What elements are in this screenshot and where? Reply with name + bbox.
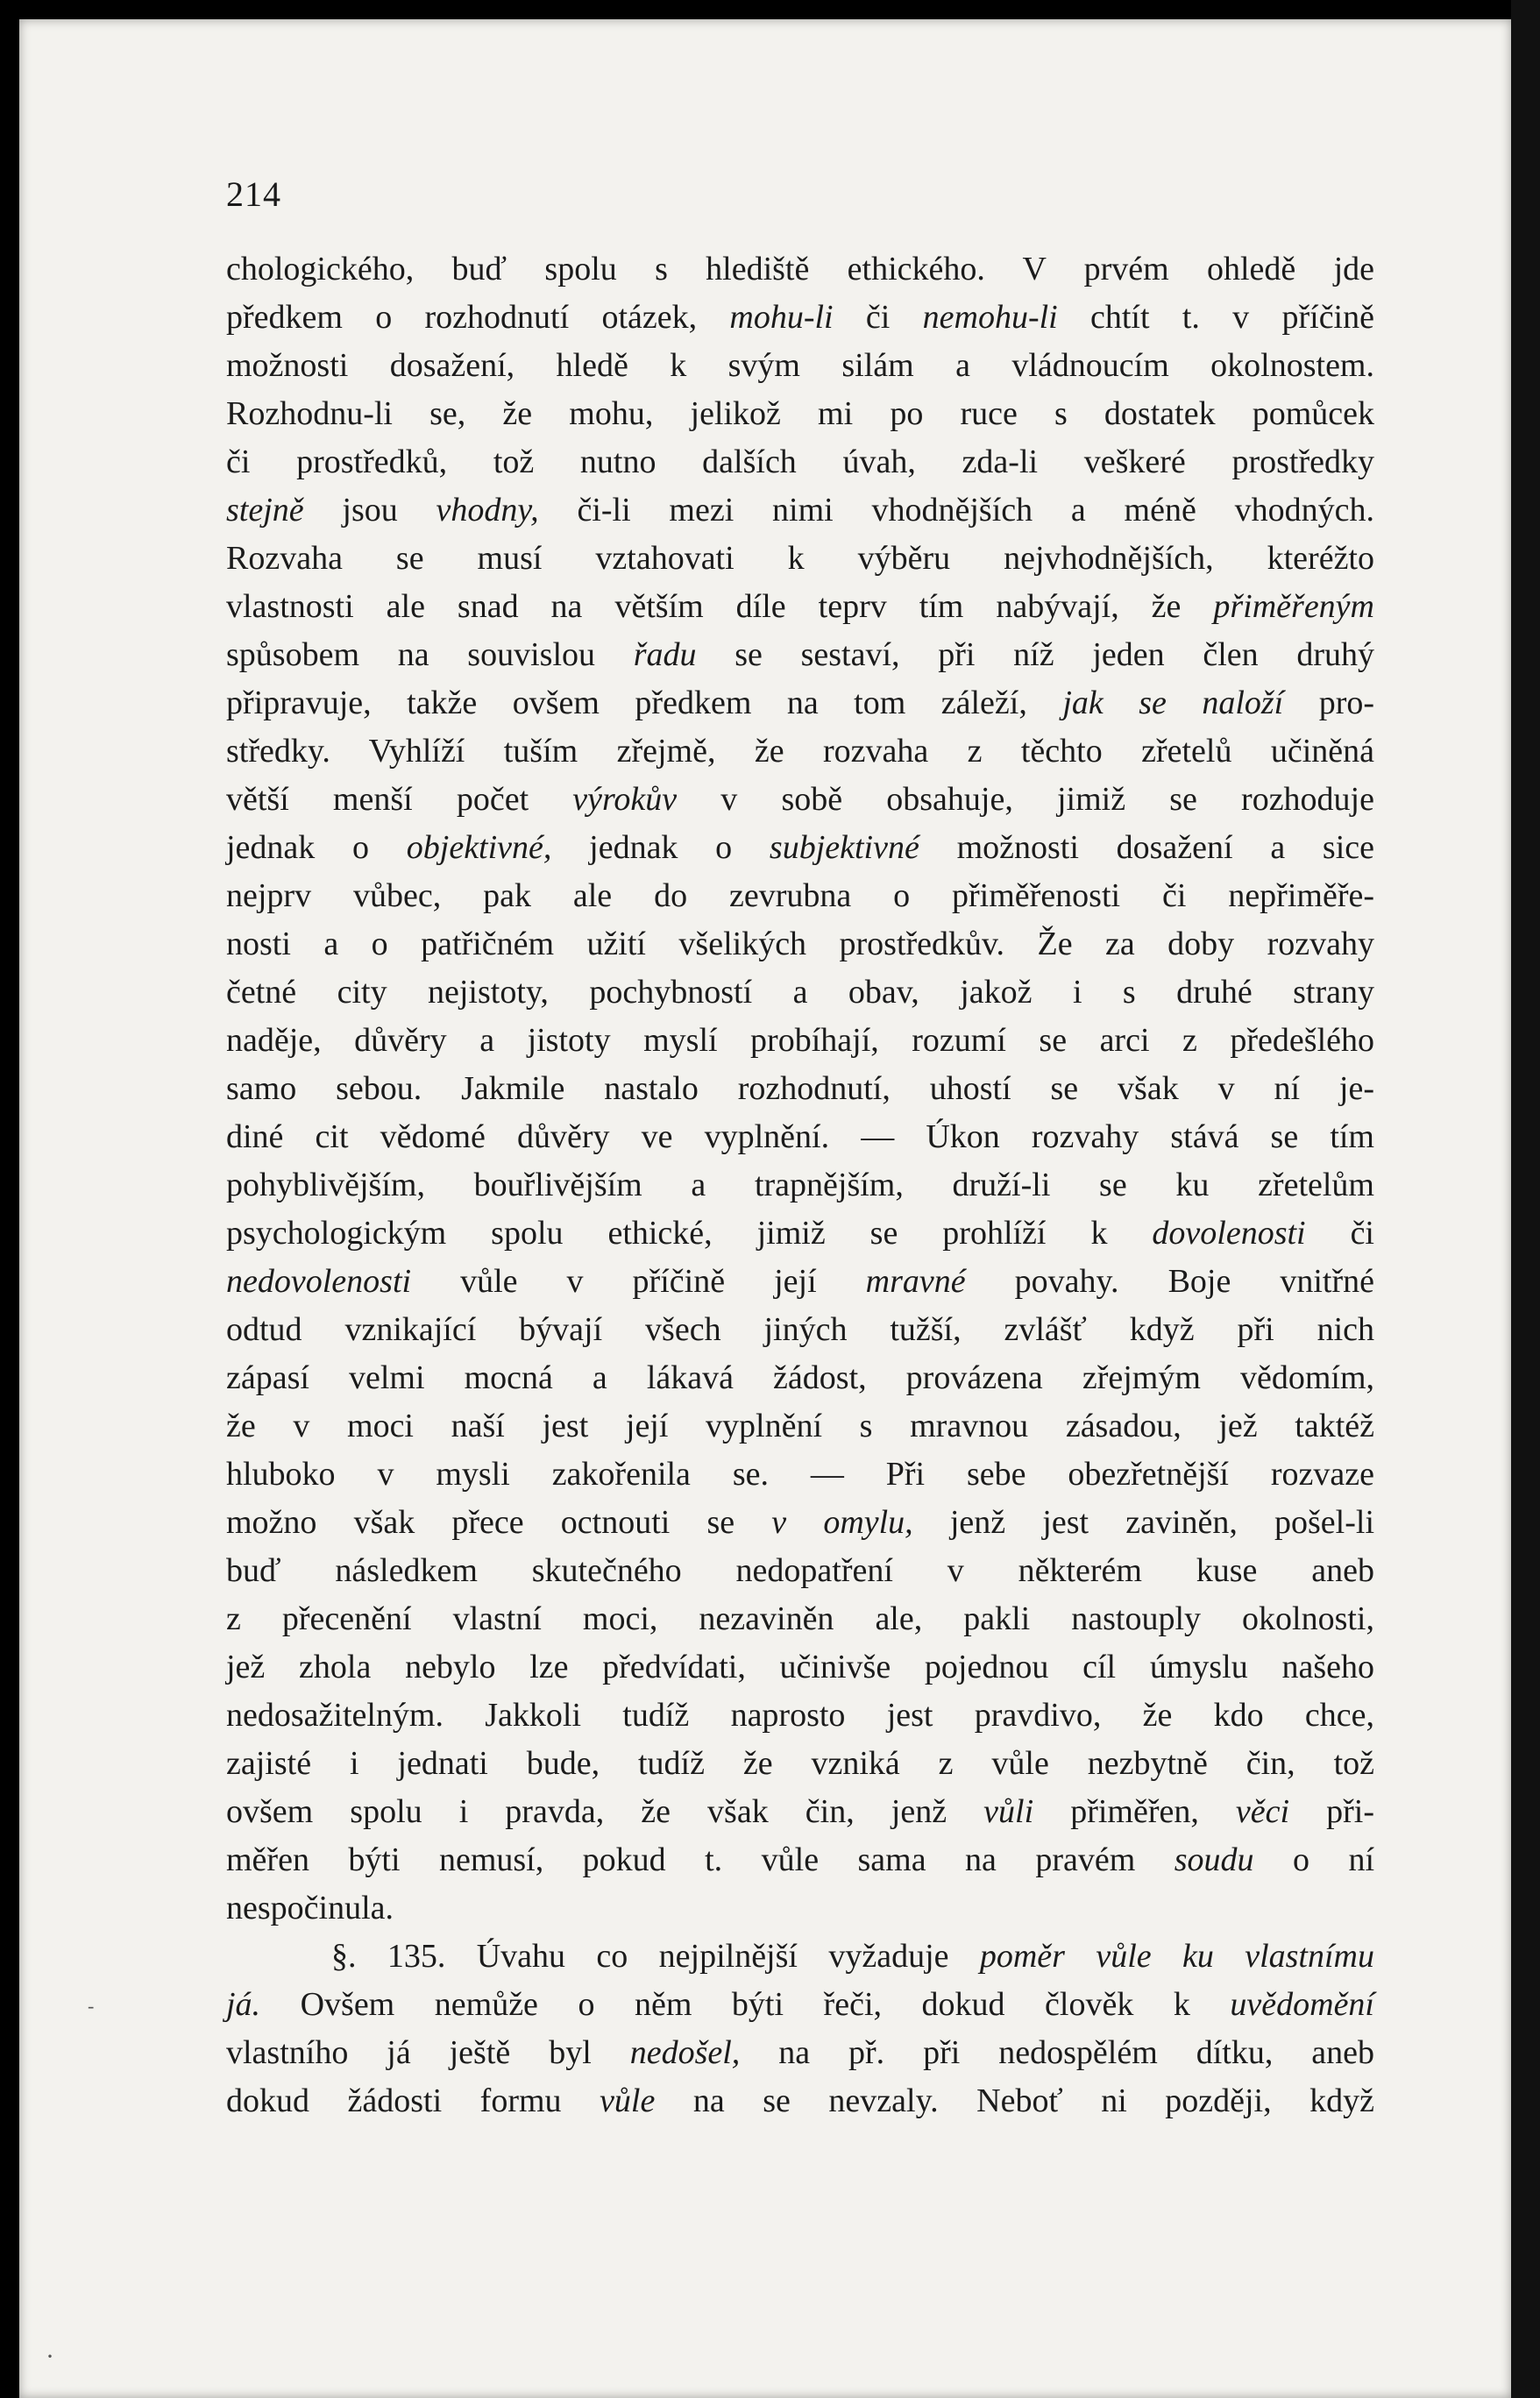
text-line-8: [226, 583, 1374, 631]
italic-term: přiměřeným: [1213, 588, 1374, 625]
text-run: §. 135. Úvahu co nejpilnější vyžaduje: [331, 1938, 980, 1975]
text-run: na př. při nedospělém dítku, aneb: [740, 2034, 1374, 2071]
text-run: či: [1305, 1215, 1374, 1252]
text-line-27: [226, 1499, 1374, 1547]
italic-term: v omylu,: [771, 1504, 913, 1541]
italic-term: objektivné,: [406, 829, 552, 866]
text-run: možnosti dosažení, hledě k svým silám a vládnoucím okolnostem.: [226, 347, 1374, 384]
italic-term: uvědomění: [1230, 1986, 1374, 2023]
text-run: chtít t. v příčině: [1057, 299, 1374, 336]
text-run: větší menší počet: [226, 781, 573, 818]
text-line-24: [226, 1354, 1374, 1402]
italic-term: mravné: [865, 1263, 966, 1300]
text-run: měřen býti nemusí, pokud t. vůle sama na pravém: [226, 1841, 1175, 1878]
text-run: pro-: [1283, 685, 1375, 721]
text-run: četné city nejistoty, pochybností a obav, jakož i s druhé strany: [226, 974, 1374, 1011]
text-line-22: [226, 1258, 1374, 1306]
text-run: že v moci naší jest její vyplnění s mravnou zásadou, jež taktéž: [226, 1408, 1374, 1444]
text-run: v sobě obsahuje, jimiž se rozhoduje: [677, 781, 1374, 818]
scan-speck: -: [88, 1995, 95, 2017]
text-line-34: [226, 1836, 1374, 1884]
scan-speck: ·: [46, 2342, 54, 2371]
text-line-25: [226, 1402, 1374, 1451]
italic-term: řadu: [633, 636, 697, 673]
text-run: odtud vznikající bývají všech jiných tužší, zvlášť když při nich: [226, 1311, 1374, 1348]
text-run: Ovšem nemůže o něm býti řeči, dokud člověk k: [260, 1986, 1231, 2023]
italic-term: vhodny,: [436, 492, 539, 529]
text-run: zápasí velmi mocná a lákavá žádost, provázena zřejmým vědomím,: [226, 1359, 1374, 1396]
text-run: buď následkem skutečného nedopatření v některém kuse aneb: [226, 1552, 1374, 1589]
text-line-9: [226, 631, 1374, 679]
text-line-5: [226, 438, 1374, 486]
text-line-38: [226, 2029, 1374, 2077]
text-line-15: [226, 920, 1374, 968]
page-number: 214: [226, 174, 281, 214]
text-line-20: [226, 1161, 1374, 1210]
text-run: Rozvaha se musí vztahovati k výběru nejvhodnějších, kteréžto: [226, 540, 1374, 577]
text-run: samo sebou. Jakmile nastalo rozhodnutí, uhostí se však v ní je-: [226, 1070, 1374, 1107]
text-run: předkem o rozhodnutí otázek,: [226, 299, 730, 336]
text-run: na se nevzaly. Neboť ni později, když: [655, 2082, 1374, 2119]
text-run: jednak o: [226, 829, 407, 866]
text-line-4: [226, 390, 1374, 438]
text-line-29: [226, 1595, 1374, 1643]
italic-term: vůli: [983, 1793, 1034, 1830]
text-run: či prostředků, tož nutno dalších úvah, zda-li veškeré prostředky: [226, 443, 1374, 480]
text-run: nejprv vůbec, pak ale do zevrubna o přiměřenosti či nepřiměře-: [226, 877, 1374, 914]
text-line-16: [226, 968, 1374, 1017]
text-line-39: [226, 2077, 1374, 2125]
text-run: o ní: [1253, 1841, 1375, 1878]
italic-term: soudu: [1174, 1841, 1254, 1878]
italic-term: nemohu-li: [922, 299, 1058, 336]
text-line-3: [226, 342, 1374, 390]
scan-border-right: [1511, 0, 1540, 2398]
text-line-2: [226, 294, 1374, 342]
text-line-37: [226, 1981, 1374, 2029]
italic-term: nedovolenosti: [226, 1263, 412, 1300]
text-run: vlastního já ještě byl: [226, 2034, 630, 2071]
italic-term: věci: [1235, 1793, 1290, 1830]
text-line-6: [226, 486, 1374, 535]
text-line-31: [226, 1692, 1374, 1740]
text-run: středky. Vyhlíží tuším zřejmě, že rozvaha z těchto zřetelů učiněná: [226, 733, 1374, 770]
text-line-23: [226, 1306, 1374, 1354]
italic-term: nedošel,: [629, 2034, 741, 2071]
italic-term: stejně: [226, 492, 304, 529]
text-run: připravuje, takže ovšem předkem na tom záleží,: [226, 685, 1063, 721]
text-run: vůle v příčině její: [411, 1263, 866, 1300]
italic-term: já.: [226, 1986, 261, 2023]
text-run: diné cit vědomé důvěry ve vyplnění. — Úkon rozvahy stává se tím: [226, 1118, 1374, 1155]
italic-term: jak se naloží: [1062, 685, 1284, 721]
text-line-11: [226, 727, 1374, 776]
text-run: nedosažitelným. Jakkoli tudíž naprosto jest pravdivo, že kdo chce,: [226, 1697, 1374, 1734]
italic-term: mohu-li: [729, 299, 834, 336]
text-line-1: [226, 245, 1374, 294]
text-run: možnosti dosažení a sice: [919, 829, 1374, 866]
text-run: Rozhodnu-li se, že mohu, jelikož mi po ruce s dostatek pomůcek: [226, 395, 1374, 432]
text-run: spůsobem na souvislou: [226, 636, 634, 673]
text-line-30: [226, 1643, 1374, 1692]
text-line-26: [226, 1451, 1374, 1499]
text-line-14: [226, 872, 1374, 920]
text-run: pohyblivějším, bouřlivějším a trapnějším, druží-li se ku zřetelům: [226, 1167, 1374, 1203]
text-line-7: [226, 535, 1374, 583]
italic-term: vůle: [600, 2082, 656, 2119]
text-line-10: [226, 679, 1374, 727]
italic-term: subjektivné: [769, 829, 919, 866]
text-line-19: [226, 1113, 1374, 1161]
text-run: při-: [1289, 1793, 1375, 1830]
text-run: možno však přece octnouti se: [226, 1504, 772, 1541]
text-run: naděje, důvěry a jistoty myslí probíhají, rozumí se arci z předešlého: [226, 1022, 1374, 1059]
text-run: nespočinula.: [226, 1890, 394, 1926]
text-line-18: [226, 1065, 1374, 1113]
text-run: jsou: [303, 492, 436, 529]
text-line-13: [226, 824, 1374, 872]
text-run: z přecenění vlastní moci, nezaviněn ale, pakli nastouply okolnosti,: [226, 1600, 1374, 1637]
text-run: dokud žádosti formu: [226, 2082, 600, 2119]
text-line-36: [226, 1933, 1374, 1981]
text-run: či: [833, 299, 923, 336]
text-run: se sestaví, při níž jeden člen druhý: [696, 636, 1374, 673]
text-run: zajisté i jednati bude, tudíž že vzniká z vůle nezbytně čin, tož: [226, 1745, 1374, 1782]
text-line-35: [226, 1884, 1374, 1933]
text-line-28: [226, 1547, 1374, 1595]
italic-term: dovolenosti: [1152, 1215, 1306, 1252]
text-run: vlastnosti ale snad na větším díle teprv tím nabývají, že: [226, 588, 1214, 625]
page-body-text: [226, 245, 1374, 2125]
text-run: jež zhola nebylo lze předvídati, učinivše pojednou cíl úmyslu našeho: [226, 1649, 1374, 1685]
text-run: chologického, buď spolu s hlediště ethického. V prvém ohledě jde: [226, 251, 1374, 287]
text-run: jenž jest zaviněn, pošel-li: [912, 1504, 1374, 1541]
text-run: hluboko v mysli zakořenila se. — Při sebe obezřetnější rozvaze: [226, 1456, 1374, 1493]
text-line-32: [226, 1740, 1374, 1788]
italic-term: výrokův: [572, 781, 678, 818]
text-line-33: [226, 1788, 1374, 1836]
text-line-17: [226, 1017, 1374, 1065]
text-run: či-li mezi nimi vhodnějších a méně vhodných.: [538, 492, 1374, 529]
text-run: psychologickým spolu ethické, jimiž se prohlíží k: [226, 1215, 1153, 1252]
text-run: povahy. Boje vnitřné: [965, 1263, 1374, 1300]
text-line-21: [226, 1210, 1374, 1258]
italic-term: poměr vůle ku vlastnímu: [979, 1938, 1374, 1975]
text-run: ovšem spolu i pravda, že však čin, jenž: [226, 1793, 984, 1830]
text-run: jednak o: [551, 829, 770, 866]
text-line-12: [226, 776, 1374, 824]
text-run: nosti a o patřičném užití všelikých prostředkův. Že za doby rozvahy: [226, 926, 1374, 962]
text-run: přiměřen,: [1033, 1793, 1236, 1830]
